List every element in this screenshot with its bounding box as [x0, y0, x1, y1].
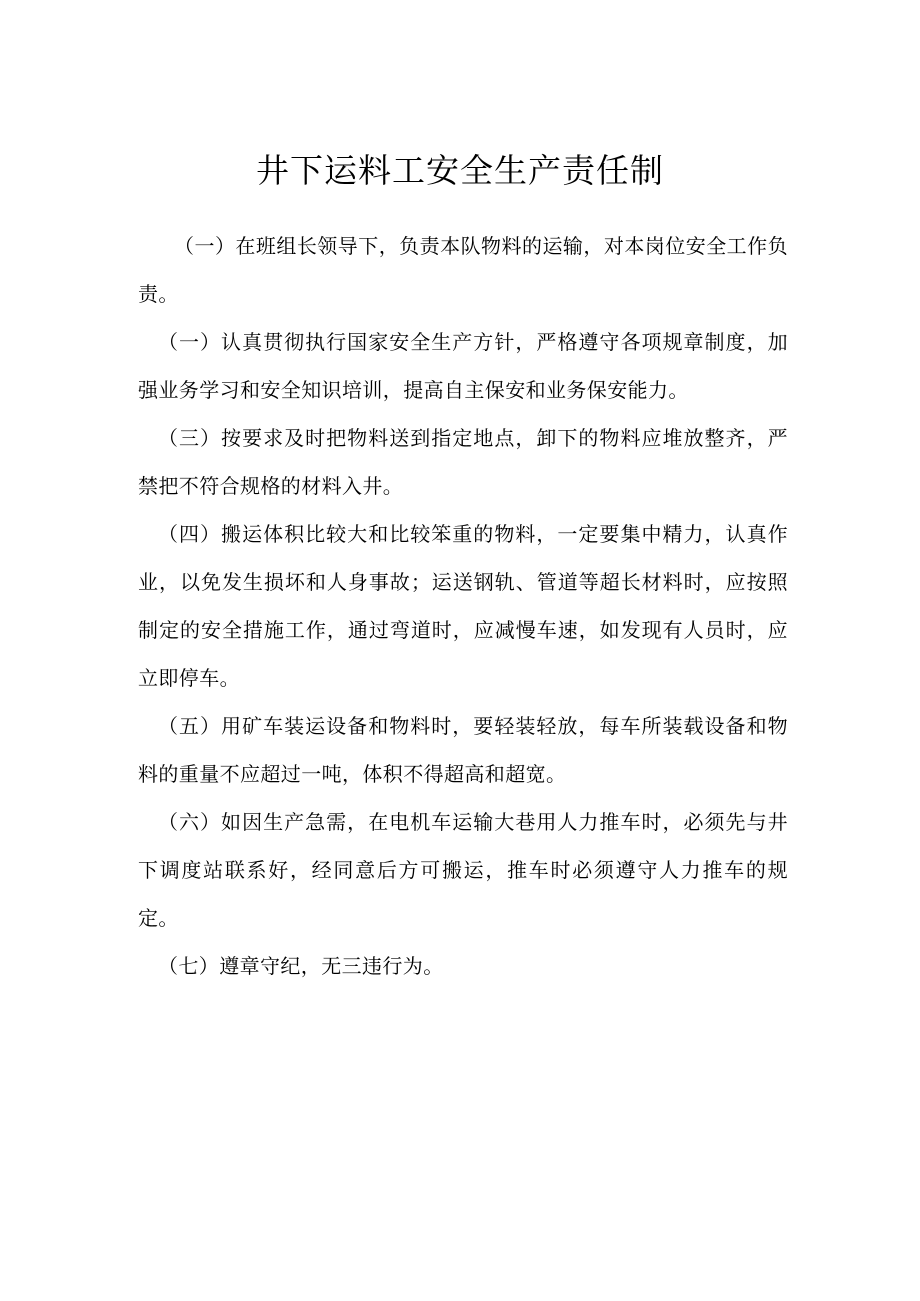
paragraph-3: （三）按要求及时把物料送到指定地点，卸下的物料应堆放整齐，严禁把不符合规格的材料入井。	[138, 426, 788, 498]
paragraph-4: （四）搬运体积比较大和比较笨重的物料，一定要集中精力，认真作业，以免发生损坏和人身事故；运送钢轨、管道等超长材料时，应按照制定的安全措施工作，通过弯道时，应减慢车速，如发现有人员时，应立即停车。	[138, 522, 788, 690]
paragraph-6: （六）如因生产急需，在电机车运输大巷用人力推车时，必须先与井下调度站联系好，经同意后方可搬运，推车时必须遵守人力推车的规定。	[138, 810, 788, 930]
document-title: 井下运料工安全生产责任制	[256, 151, 664, 190]
document-body	[138, 222, 788, 990]
paragraph-1: （一）在班组长领导下，负责本队物料的运输，对本岗位安全工作负责。	[138, 234, 788, 306]
paragraph-2: （一）认真贯彻执行国家安全生产方针，严格遵守各项规章制度，加强业务学习和安全知识培训，提高自主保安和业务保安能力。	[138, 330, 788, 402]
paragraph-5: （五）用矿车装运设备和物料时，要轻装轻放，每车所装载设备和物料的重量不应超过一吨，体积不得超高和超宽。	[138, 714, 788, 786]
paragraph-7: （七）遵章守纪，无三违行为。	[158, 954, 444, 978]
